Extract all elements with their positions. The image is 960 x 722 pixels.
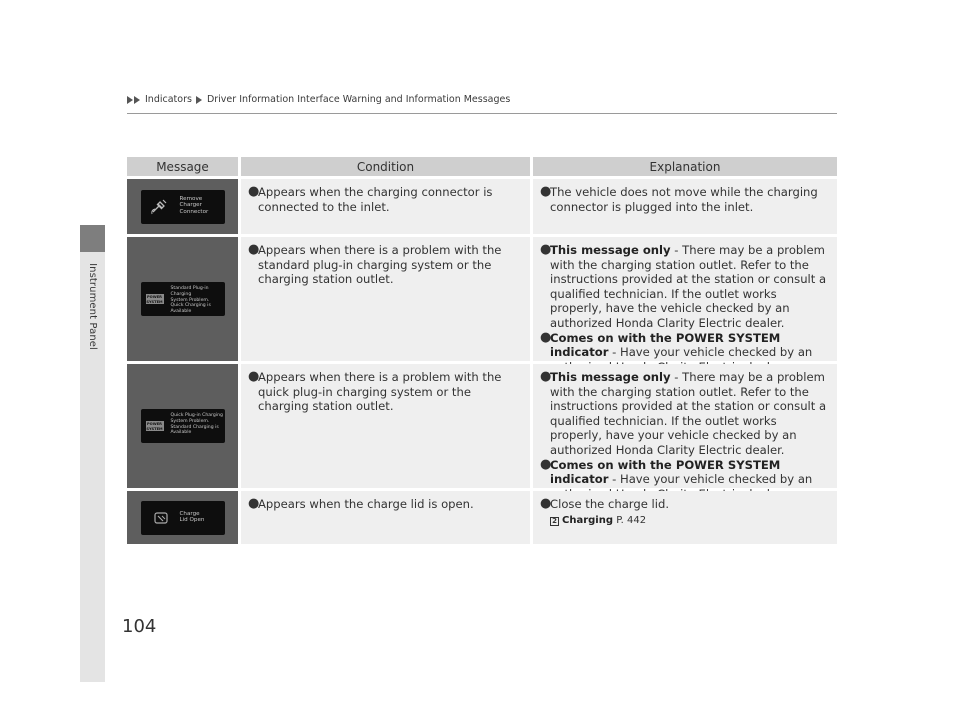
power-system-indicator-icon: POWER SYSTEM (146, 422, 163, 431)
reference-arrow-icon: 2 (550, 517, 559, 526)
screen-text: Remove Charger Connector (179, 195, 209, 215)
message-display-image (141, 409, 225, 443)
table-row (127, 491, 837, 547)
power-system-indicator-icon: POWER SYSTEM (146, 295, 163, 304)
column-header-message: Message (156, 159, 209, 174)
table-row (127, 179, 837, 237)
screen-text: Standard Plug-in Charging System Problem. Quick Charging is Available (170, 286, 211, 315)
message-display-image (141, 501, 225, 535)
page-reference-link[interactable]: 2 Charging P. 442 (550, 513, 831, 528)
condition-cell: ● Appears when the charging connector is connected to the inlet. (238, 179, 530, 234)
explanation-cell: ● The vehicle does not move while the charging connector is plugged into the inlet. (530, 179, 837, 234)
table-row (127, 364, 837, 491)
breadcrumb-arrow-icon (134, 96, 140, 104)
charger-connector-icon (149, 197, 169, 217)
column-header-explanation: Explanation (530, 157, 837, 176)
message-cell (127, 491, 238, 544)
breadcrumb-item[interactable]: Driver Information Interface Warning and Information Messages (206, 94, 511, 105)
condition-cell: ● Appears when the charge lid is open. (238, 491, 530, 544)
explanation-cell: ● This message only - There may be a problem with the charging station outlet. Refer to the instructions provided at the station or consult a qualified technician. If the outlet works properly, have your vehicle checked by an authorized Honda Clarity Electric dealer. ● Comes on with the POWER SYSTEM indicator - Have your vehicle checked by an (530, 364, 837, 488)
table-row (127, 237, 837, 364)
message-display-image (141, 282, 225, 316)
message-cell (127, 237, 238, 361)
page-number: 104 (122, 616, 157, 637)
breadcrumb-item[interactable]: Indicators (145, 94, 192, 105)
breadcrumb-arrow-icon (127, 96, 133, 104)
screen-text: Quick Plug-in Charging System Problem. Standard Charging is Available (170, 413, 223, 436)
section-side-label: Instrument Panel (87, 262, 98, 350)
condition-cell: ● Appears when there is a problem with the standard plug-in charging system or the charging station outlet. (238, 237, 530, 361)
breadcrumb-arrow-icon (196, 96, 202, 104)
message-display-image (141, 190, 225, 224)
messages-table (127, 157, 837, 547)
section-tab-marker (80, 225, 105, 252)
explanation-cell: ● This message only - There may be a problem with the charging station outlet. Refer to the instructions provided at the station or consult a qualified technician. If the outlet works properly, have the vehicle checked by an authorized Honda Clarity Electric dealer. ● Comes on with the POWER SYSTEM indicator - Have your vehicle checked by an (530, 237, 837, 361)
charge-lid-icon (153, 510, 171, 526)
screen-text: Charge Lid Open (179, 510, 205, 524)
column-header-condition: Condition (238, 157, 530, 176)
breadcrumb (127, 94, 510, 105)
table-header (127, 157, 837, 179)
explanation-cell: ● Close the charge lid. 2 Charging P. 442 (530, 491, 837, 544)
header-rule (127, 113, 837, 114)
message-cell (127, 364, 238, 488)
message-cell (127, 179, 238, 234)
condition-cell: ● Appears when there is a problem with the quick plug-in charging system or the charging station outlet. (238, 364, 530, 488)
